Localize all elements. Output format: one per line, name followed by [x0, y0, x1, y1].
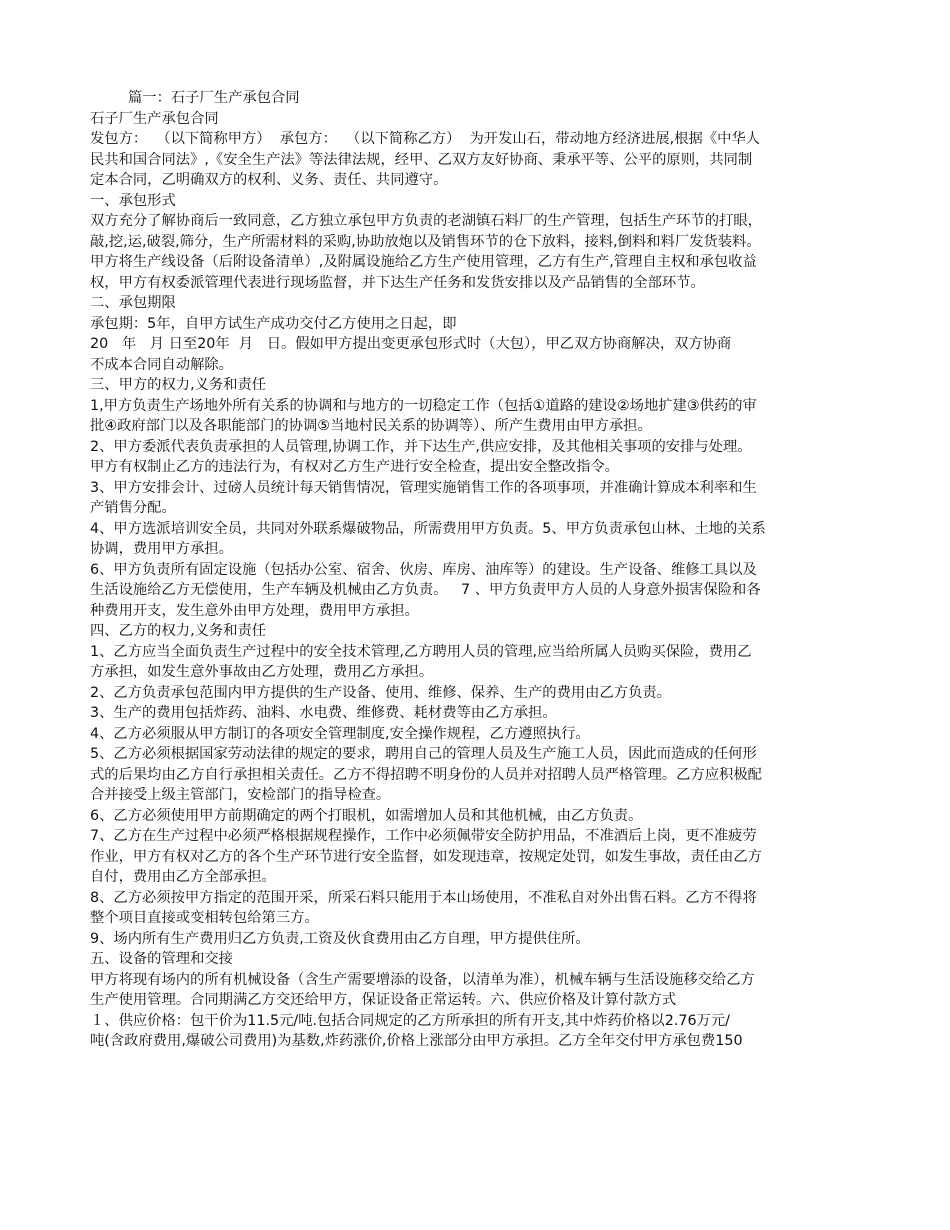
document-line: 5、乙方必须根据国家劳动法律的规定的要求，聘用自己的管理人员及生产施工人员，因此而造成的任何形 — [90, 746, 757, 762]
document-line: 产销售分配。 — [90, 500, 176, 516]
document-line: 3、甲方安排会计、过磅人员统计每天销售情况，管理实施销售工作的各项事项，并准确计算成本利率和生 — [90, 479, 757, 496]
document-line: 生产使用管理。合同期满乙方交还给甲方，保证设备正常运转。六、供应价格及计算付款方式 — [90, 992, 677, 1008]
document-line: １、供应价格：包干价为11.5元/吨.包括合同规定的乙方所承担的所有开支,其中炸药价格以2.76万元/ — [90, 1012, 730, 1029]
document-line: 协调，费用甲方承担。 — [90, 541, 233, 557]
document-heading: 篇一：石子厂生产承包合同 — [128, 90, 300, 106]
document-line: 三、甲方的权力,义务和责任 — [90, 377, 267, 393]
document-line: 3、生产的费用包括炸药、油料、水电费、维修费、耗材费等由乙方承担。 — [90, 705, 557, 721]
document-line: 4、甲方选派培训安全员，共同对外联系爆破物品，所需费用甲方负责。5、甲方负责承包山林、土地的关系 — [90, 520, 766, 537]
document-line: 6、甲方负责所有固定设施（包括办公室、宿舍、伙房、库房、油库等）的建设。生产设备、维修工具以及 — [90, 561, 757, 578]
document-line: 吨(含政府费用,爆破公司费用)为基数,炸药涨价,价格上涨部分由甲方承担。乙方全年交付甲方承包费150 — [90, 1033, 743, 1049]
document-line: 甲方有权制止乙方的违法行为，有权对乙方生产进行安全检查，提出安全整改指令。 — [90, 459, 619, 475]
document-line: 生活设施给乙方无偿使用，生产车辆及机械由乙方负责。 7 、甲方负责甲方人员的人身意外损害保险和各 — [90, 582, 761, 598]
document-line: 一、承包形式 — [90, 192, 176, 209]
document-line: 甲方将生产线设备（后附设备清单）,及附属设施给乙方生产使用管理，乙方有生产,管理自主权和承包收益 — [90, 254, 757, 270]
document-line: 权，甲方有权委派管理代表进行现场监督，并下达生产任务和发货安排以及产品销售的全部环节。 — [90, 274, 705, 291]
document-line: 20 年 月 日至20年 月 日。假如甲方提出变更承包形式时（大包），甲乙双方协商解决，双方协商 — [90, 336, 732, 352]
document-line: 定本合同，乙明确双方的权利、义务、责任、共同遵守。 — [90, 172, 448, 188]
document-line: 种费用开支，发生意外由甲方处理，费用甲方承担。 — [90, 602, 419, 619]
document-line: 敲,挖,运,破裂,筛分，生产所需材料的采购,协助放炮以及销售环节的仓下放料，接料,倒料和料厂发货装料。 — [90, 233, 761, 250]
document-line: 1、乙方应当全面负责生产过程中的安全技术管理,乙方聘用人员的管理,应当给所属人员购买保险，费用乙 — [90, 643, 752, 660]
document-line: 不成本合同自动解除。 — [90, 356, 233, 373]
document-line: 五、设备的管理和交接 — [90, 951, 233, 967]
document-line: 民共和国合同法》,《安全生产法》等法律法规，经甲、乙双方友好协商、秉承平等、公平的原则，共同制 — [90, 151, 753, 168]
document-line: 双方充分了解协商后一致同意，乙方独立承包甲方负责的老湖镇石料厂的生产管理，包括生产环节的打眼， — [90, 213, 762, 229]
document-line: 9、场内所有生产费用归乙方负责,工资及伙食费用由乙方自理，甲方提供住所。 — [90, 930, 590, 947]
document-body — [90, 109, 870, 1052]
document-page — [90, 88, 870, 1052]
document-line: 合并接受上级主管部门，安检部门的指导检查。 — [90, 787, 391, 803]
document-line: 甲方将现有场内的所有机械设备（含生产需要增添的设备，以清单为准），机械车辆与生活设施移交给乙方 — [90, 971, 755, 988]
document-line: 7、乙方在生产过程中必须严格根据规程操作，工作中必须佩带安全防护用品，不准酒后上岗，更不准疲劳 — [90, 828, 757, 844]
document-line: 四、乙方的权力,义务和责任 — [90, 623, 267, 639]
document-line: 整个项目直接或变相转包给第三方。 — [90, 910, 319, 926]
document-line: 2、乙方负责承包范围内甲方提供的生产设备、使用、维修、保养、生产的费用由乙方负责。 — [90, 684, 671, 701]
document-line: 式的后果均由乙方自行承担相关责任。乙方不得招聘不明身份的人员并对招聘人员严格管理。乙方应积极配 — [90, 766, 762, 783]
document-line: 8、乙方必须按甲方指定的范围开采，所采石料只能用于本山场使用，不准私自对外出售石料。乙方不得将 — [90, 889, 757, 906]
document-line: 2、甲方委派代表负责承担的人员管理,协调工作，并下达生产,供应安排，及其他相关事项的安排与处理。 — [90, 438, 752, 455]
document-line: 4、乙方必须服从甲方制订的各项安全管理制度,安全操作规程，乙方遵照执行。 — [90, 725, 590, 742]
document-line: 二、承包期限 — [90, 295, 176, 311]
document-line: 作业，甲方有权对乙方的各个生产环节进行安全监督，如发现违章，按规定处罚，如发生事故，责任由乙方 — [90, 848, 762, 865]
document-line: 批④政府部门以及各职能部门的协调⑤当地村民关系的协调等）、所产生费用由甲方承担。 — [90, 418, 652, 434]
document-line: 1,甲方负责生产场地外所有关系的协调和与地方的一切稳定工作（包括①道路的建设②场地扩建③供药的审 — [90, 397, 757, 414]
document-line: 6、乙方必须使用甲方前期确定的两个打眼机，如需增加人员和其他机械，由乙方负责。 — [90, 807, 643, 824]
document-line: 石子厂生产承包合同 — [90, 110, 219, 127]
document-line: 自付，费用由乙方全部承担。 — [90, 869, 276, 885]
document-line: 发包方： （以下简称甲方） 承包方： （以下简称乙方） 为开发山石，带动地方经济进展,根据《中华人 — [90, 131, 760, 147]
document-line: 承包期：5年，自甲方试生产成功交付乙方使用之日起，即 — [90, 315, 457, 332]
document-line: 方承担，如发生意外事故由乙方处理，费用乙方承担。 — [90, 664, 434, 680]
